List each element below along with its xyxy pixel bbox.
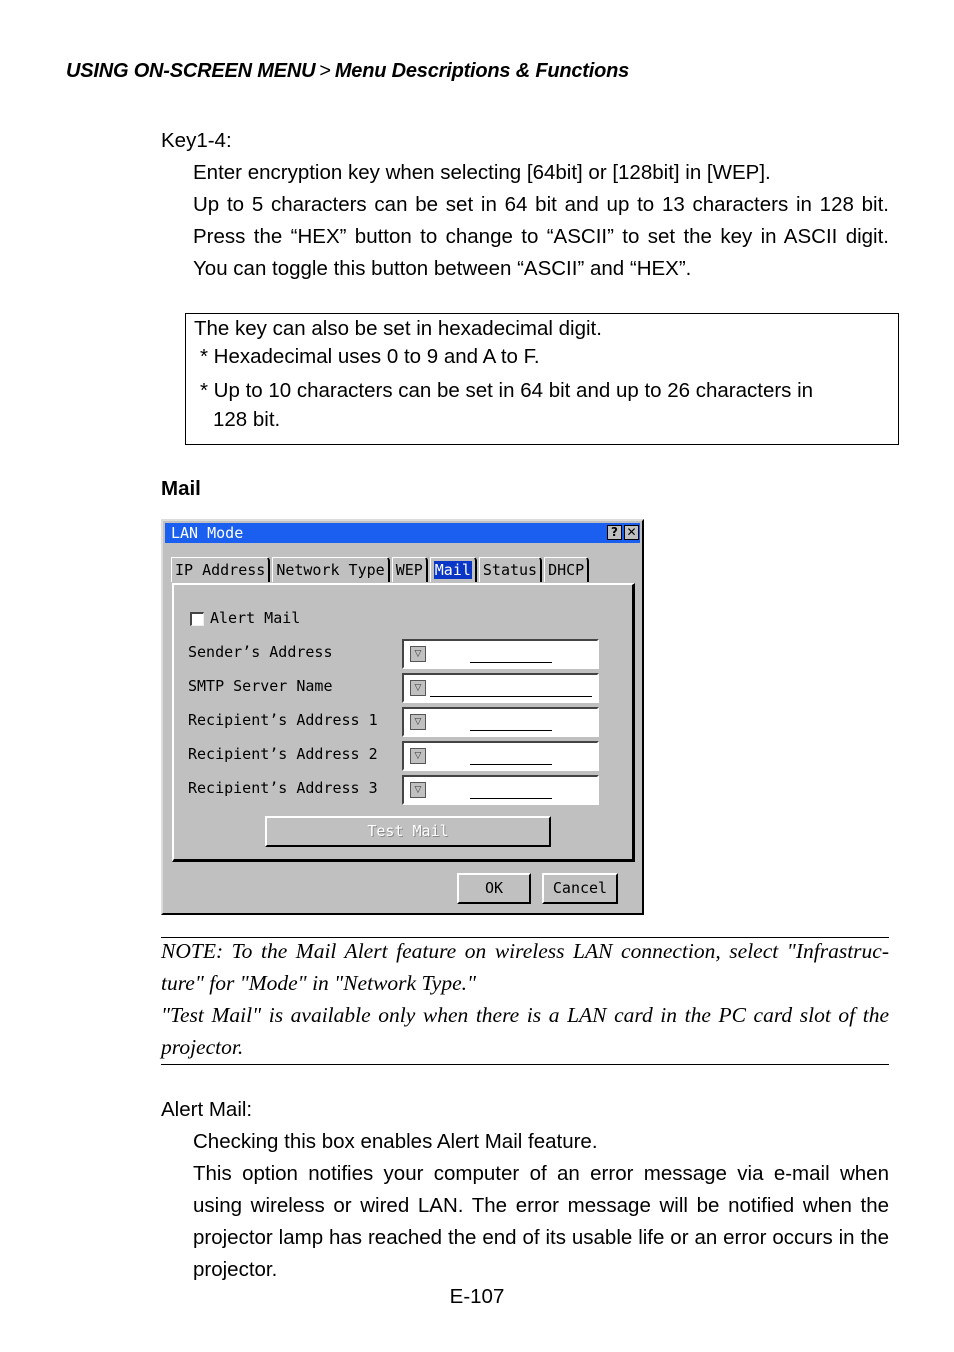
tab-dhcp[interactable]: DHCP: [544, 557, 589, 582]
note-block: [161, 935, 889, 1063]
header-separator: >: [319, 60, 331, 82]
info-bullet-length: * Up to 10 characters can be set in 64 bit and up to 26 characters in: [200, 379, 814, 402]
header-subsection: Menu Descriptions & Functions: [334, 60, 630, 82]
close-button[interactable]: ✕: [624, 525, 639, 540]
test-mail-button[interactable]: Test Mail: [265, 816, 551, 847]
ok-button[interactable]: OK: [457, 873, 531, 904]
alert-mail-checkbox[interactable]: [190, 612, 204, 626]
note-bottom-rule: [161, 1064, 889, 1065]
key-paragraph: Up to 5 characters can be set in 64 bit and up to 13 characters in 128 bit. Press the “HEX” button to change to “ASCII” to set the key in ASCII digit. You can toggle this button between “ASCII” and “HEX”.: [193, 193, 889, 280]
alert-mail-label: Alert Mail: [210, 609, 301, 627]
recipient-address-1-label: Recipient’s Address 1: [188, 711, 378, 729]
tab-network-type[interactable]: Network Type: [272, 557, 389, 582]
senders-address-field[interactable]: [402, 639, 599, 669]
mail-panel: [172, 583, 635, 862]
dialog-title: LAN Mode: [171, 524, 244, 542]
dropdown-arrow-icon[interactable]: ▽: [410, 680, 426, 696]
page-header: [66, 60, 629, 83]
tab-wep[interactable]: WEP: [392, 557, 428, 582]
key-line1: Enter encryption key when selecting [64bit] or [128bit] in [WEP].: [193, 161, 771, 184]
tab-status[interactable]: Status: [479, 557, 542, 582]
help-button[interactable]: ?: [607, 525, 622, 540]
alert-mail-line1: Checking this box enables Alert Mail feature.: [193, 1130, 598, 1153]
lan-mode-dialog: [161, 519, 644, 915]
smtp-server-label: SMTP Server Name: [188, 677, 333, 695]
dropdown-arrow-icon[interactable]: ▽: [410, 714, 426, 730]
tab-mail[interactable]: Mail: [430, 557, 477, 582]
page-number: E-107: [449, 1285, 505, 1308]
dropdown-arrow-icon[interactable]: ▽: [410, 782, 426, 798]
cancel-button[interactable]: Cancel: [542, 873, 618, 904]
alert-mail-term: Alert Mail:: [161, 1098, 253, 1121]
info-box: [185, 313, 899, 445]
key-term: Key1-4:: [161, 129, 232, 152]
recipient-address-1-field[interactable]: [402, 707, 599, 737]
note-test-mail: "Test Mail" is available only when there is a LAN card in the PC card slot of the projector.: [161, 1003, 889, 1059]
note-infrastructure: NOTE: To the Mail Alert feature on wireless LAN connection, select "Infrastruc-ture" for "Mode" in "Network Type.": [161, 939, 889, 995]
recipient-address-2-label: Recipient’s Address 2: [188, 745, 378, 763]
recipient-address-3-field[interactable]: [402, 775, 599, 805]
recipient-address-2-field[interactable]: [402, 741, 599, 771]
header-section: USING ON-SCREEN MENU: [66, 60, 316, 82]
dropdown-arrow-icon[interactable]: ▽: [410, 748, 426, 764]
tab-bar: [171, 557, 591, 585]
info-bullet-length-cont: 128 bit.: [213, 408, 281, 431]
tab-ip-address[interactable]: IP Address: [171, 557, 270, 582]
senders-address-label: Sender’s Address: [188, 643, 333, 661]
alert-mail-paragraph: This option notifies your computer of an error message via e-mail when using wireless or wired LAN. The error message will be notified when the projector lamp has reached the end of its usable life or an error occurs in the projector.: [193, 1162, 889, 1281]
info-line: The key can also be set in hexadecimal digit.: [194, 317, 602, 340]
recipient-address-3-label: Recipient’s Address 3: [188, 779, 378, 797]
dialog-titlebar: [165, 523, 640, 543]
dropdown-arrow-icon[interactable]: ▽: [410, 646, 426, 662]
info-bullet-hex: * Hexadecimal uses 0 to 9 and A to F.: [200, 345, 540, 368]
mail-heading: Mail: [161, 477, 201, 500]
smtp-server-field[interactable]: [402, 673, 599, 703]
